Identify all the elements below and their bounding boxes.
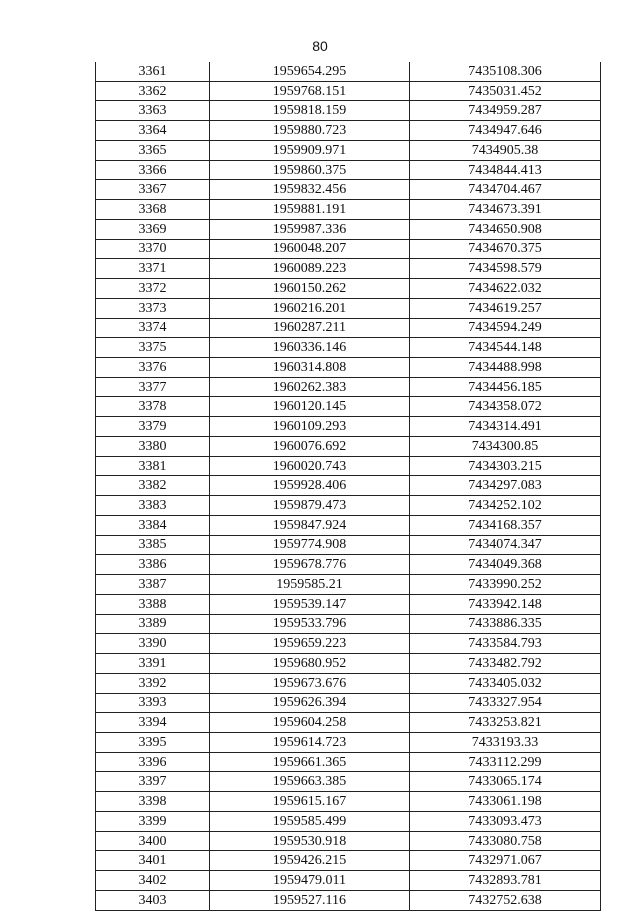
- point-number-cell: 3372: [96, 279, 210, 299]
- table-row: [96, 673, 601, 693]
- point-number-cell: 3369: [96, 219, 210, 239]
- table-row: [96, 693, 601, 713]
- x-coordinate-cell: 1960262.383: [210, 377, 410, 397]
- point-number-cell: 3368: [96, 200, 210, 220]
- y-coordinate-cell: 7433942.148: [410, 594, 601, 614]
- table-row: [96, 180, 601, 200]
- point-number-cell: 3396: [96, 752, 210, 772]
- x-coordinate-cell: 1959880.723: [210, 121, 410, 141]
- y-coordinate-cell: 7433886.335: [410, 614, 601, 634]
- coordinates-table-body: [96, 62, 601, 910]
- x-coordinate-cell: 1959774.908: [210, 535, 410, 555]
- x-coordinate-cell: 1960336.146: [210, 338, 410, 358]
- x-coordinate-cell: 1959847.924: [210, 515, 410, 535]
- point-number-cell: 3397: [96, 772, 210, 792]
- y-coordinate-cell: 7434905.38: [410, 140, 601, 160]
- y-coordinate-cell: 7434598.579: [410, 259, 601, 279]
- point-number-cell: 3387: [96, 575, 210, 595]
- table-row: [96, 851, 601, 871]
- y-coordinate-cell: 7432971.067: [410, 851, 601, 871]
- table-row: [96, 436, 601, 456]
- x-coordinate-cell: 1959585.499: [210, 811, 410, 831]
- point-number-cell: 3395: [96, 732, 210, 752]
- x-coordinate-cell: 1959626.394: [210, 693, 410, 713]
- x-coordinate-cell: 1959604.258: [210, 713, 410, 733]
- y-coordinate-cell: 7434074.347: [410, 535, 601, 555]
- x-coordinate-cell: 1959663.385: [210, 772, 410, 792]
- point-number-cell: 3361: [96, 62, 210, 81]
- table-row: [96, 298, 601, 318]
- x-coordinate-cell: 1959879.473: [210, 496, 410, 516]
- point-number-cell: 3382: [96, 476, 210, 496]
- point-number-cell: 3389: [96, 614, 210, 634]
- table-row: [96, 200, 601, 220]
- x-coordinate-cell: 1959832.456: [210, 180, 410, 200]
- table-row: [96, 890, 601, 910]
- point-number-cell: 3380: [96, 436, 210, 456]
- x-coordinate-cell: 1959479.011: [210, 871, 410, 891]
- y-coordinate-cell: 7434704.467: [410, 180, 601, 200]
- x-coordinate-cell: 1959987.336: [210, 219, 410, 239]
- y-coordinate-cell: 7433112.299: [410, 752, 601, 772]
- x-coordinate-cell: 1960048.207: [210, 239, 410, 259]
- table-row: [96, 614, 601, 634]
- table-row: [96, 279, 601, 299]
- y-coordinate-cell: 7432893.781: [410, 871, 601, 891]
- x-coordinate-cell: 1959659.223: [210, 634, 410, 654]
- table-row: [96, 417, 601, 437]
- y-coordinate-cell: 7432752.638: [410, 890, 601, 910]
- point-number-cell: 3392: [96, 673, 210, 693]
- y-coordinate-cell: 7434594.249: [410, 318, 601, 338]
- x-coordinate-cell: 1959527.116: [210, 890, 410, 910]
- x-coordinate-cell: 1959533.796: [210, 614, 410, 634]
- y-coordinate-cell: 7434959.287: [410, 101, 601, 121]
- y-coordinate-cell: 7433080.758: [410, 831, 601, 851]
- x-coordinate-cell: 1960076.692: [210, 436, 410, 456]
- x-coordinate-cell: 1959680.952: [210, 654, 410, 674]
- x-coordinate-cell: 1959426.215: [210, 851, 410, 871]
- table-row: [96, 476, 601, 496]
- y-coordinate-cell: 7434670.375: [410, 239, 601, 259]
- point-number-cell: 3384: [96, 515, 210, 535]
- y-coordinate-cell: 7433093.473: [410, 811, 601, 831]
- point-number-cell: 3363: [96, 101, 210, 121]
- x-coordinate-cell: 1960020.743: [210, 456, 410, 476]
- y-coordinate-cell: 7433405.032: [410, 673, 601, 693]
- y-coordinate-cell: 7435031.452: [410, 81, 601, 101]
- point-number-cell: 3394: [96, 713, 210, 733]
- y-coordinate-cell: 7433990.252: [410, 575, 601, 595]
- x-coordinate-cell: 1959614.723: [210, 732, 410, 752]
- table-row: [96, 634, 601, 654]
- table-row: [96, 496, 601, 516]
- point-number-cell: 3390: [96, 634, 210, 654]
- x-coordinate-cell: 1959909.971: [210, 140, 410, 160]
- y-coordinate-cell: 7434488.998: [410, 358, 601, 378]
- table-row: [96, 772, 601, 792]
- point-number-cell: 3379: [96, 417, 210, 437]
- x-coordinate-cell: 1959928.406: [210, 476, 410, 496]
- x-coordinate-cell: 1960120.145: [210, 397, 410, 417]
- y-coordinate-cell: 7433584.793: [410, 634, 601, 654]
- table-row: [96, 811, 601, 831]
- y-coordinate-cell: 7434314.491: [410, 417, 601, 437]
- table-row: [96, 713, 601, 733]
- x-coordinate-cell: 1959818.159: [210, 101, 410, 121]
- table-row: [96, 318, 601, 338]
- x-coordinate-cell: 1960109.293: [210, 417, 410, 437]
- y-coordinate-cell: 7434844.413: [410, 160, 601, 180]
- table-row: [96, 259, 601, 279]
- y-coordinate-cell: 7434358.072: [410, 397, 601, 417]
- table-row: [96, 160, 601, 180]
- table-row: [96, 555, 601, 575]
- table-row: [96, 456, 601, 476]
- point-number-cell: 3400: [96, 831, 210, 851]
- table-row: [96, 792, 601, 812]
- table-row: [96, 831, 601, 851]
- point-number-cell: 3399: [96, 811, 210, 831]
- point-number-cell: 3375: [96, 338, 210, 358]
- x-coordinate-cell: 1959881.191: [210, 200, 410, 220]
- table-row: [96, 338, 601, 358]
- point-number-cell: 3365: [96, 140, 210, 160]
- point-number-cell: 3393: [96, 693, 210, 713]
- x-coordinate-cell: 1959654.295: [210, 62, 410, 81]
- table-row: [96, 121, 601, 141]
- table-row: [96, 239, 601, 259]
- table-row: [96, 575, 601, 595]
- point-number-cell: 3371: [96, 259, 210, 279]
- point-number-cell: 3364: [96, 121, 210, 141]
- point-number-cell: 3398: [96, 792, 210, 812]
- table-row: [96, 377, 601, 397]
- y-coordinate-cell: 7434622.032: [410, 279, 601, 299]
- page-number: 80: [312, 38, 328, 54]
- point-number-cell: 3383: [96, 496, 210, 516]
- x-coordinate-cell: 1959585.21: [210, 575, 410, 595]
- y-coordinate-cell: 7434456.185: [410, 377, 601, 397]
- table-row: [96, 140, 601, 160]
- table-row: [96, 62, 601, 81]
- table-row: [96, 101, 601, 121]
- y-coordinate-cell: 7434168.357: [410, 515, 601, 535]
- x-coordinate-cell: 1959530.918: [210, 831, 410, 851]
- y-coordinate-cell: 7433482.792: [410, 654, 601, 674]
- x-coordinate-cell: 1960287.211: [210, 318, 410, 338]
- x-coordinate-cell: 1959661.365: [210, 752, 410, 772]
- x-coordinate-cell: 1960314.808: [210, 358, 410, 378]
- point-number-cell: 3367: [96, 180, 210, 200]
- y-coordinate-cell: 7435108.306: [410, 62, 601, 81]
- table-row: [96, 535, 601, 555]
- point-number-cell: 3401: [96, 851, 210, 871]
- x-coordinate-cell: 1959673.676: [210, 673, 410, 693]
- table-row: [96, 594, 601, 614]
- x-coordinate-cell: 1959539.147: [210, 594, 410, 614]
- y-coordinate-cell: 7433061.198: [410, 792, 601, 812]
- point-number-cell: 3376: [96, 358, 210, 378]
- y-coordinate-cell: 7434252.102: [410, 496, 601, 516]
- table-row: [96, 871, 601, 891]
- y-coordinate-cell: 7434544.148: [410, 338, 601, 358]
- table-row: [96, 515, 601, 535]
- y-coordinate-cell: 7434673.391: [410, 200, 601, 220]
- point-number-cell: 3373: [96, 298, 210, 318]
- x-coordinate-cell: 1960216.201: [210, 298, 410, 318]
- point-number-cell: 3370: [96, 239, 210, 259]
- x-coordinate-cell: 1959860.375: [210, 160, 410, 180]
- x-coordinate-cell: 1959678.776: [210, 555, 410, 575]
- point-number-cell: 3402: [96, 871, 210, 891]
- y-coordinate-cell: 7434650.908: [410, 219, 601, 239]
- table-row: [96, 732, 601, 752]
- point-number-cell: 3362: [96, 81, 210, 101]
- point-number-cell: 3385: [96, 535, 210, 555]
- table-row: [96, 358, 601, 378]
- x-coordinate-cell: 1959615.167: [210, 792, 410, 812]
- table-row: [96, 81, 601, 101]
- point-number-cell: 3377: [96, 377, 210, 397]
- table-row: [96, 654, 601, 674]
- y-coordinate-cell: 7434300.85: [410, 436, 601, 456]
- point-number-cell: 3381: [96, 456, 210, 476]
- point-number-cell: 3391: [96, 654, 210, 674]
- table-row: [96, 752, 601, 772]
- y-coordinate-cell: 7433193.33: [410, 732, 601, 752]
- y-coordinate-cell: 7434049.368: [410, 555, 601, 575]
- table-row: [96, 397, 601, 417]
- y-coordinate-cell: 7433327.954: [410, 693, 601, 713]
- point-number-cell: 3378: [96, 397, 210, 417]
- y-coordinate-cell: 7434947.646: [410, 121, 601, 141]
- y-coordinate-cell: 7434619.257: [410, 298, 601, 318]
- y-coordinate-cell: 7433065.174: [410, 772, 601, 792]
- point-number-cell: 3403: [96, 890, 210, 910]
- point-number-cell: 3374: [96, 318, 210, 338]
- y-coordinate-cell: 7434303.215: [410, 456, 601, 476]
- x-coordinate-cell: 1960150.262: [210, 279, 410, 299]
- y-coordinate-cell: 7434297.083: [410, 476, 601, 496]
- point-number-cell: 3386: [96, 555, 210, 575]
- point-number-cell: 3388: [96, 594, 210, 614]
- point-number-cell: 3366: [96, 160, 210, 180]
- coordinates-table: [95, 62, 601, 911]
- x-coordinate-cell: 1959768.151: [210, 81, 410, 101]
- table-row: [96, 219, 601, 239]
- x-coordinate-cell: 1960089.223: [210, 259, 410, 279]
- y-coordinate-cell: 7433253.821: [410, 713, 601, 733]
